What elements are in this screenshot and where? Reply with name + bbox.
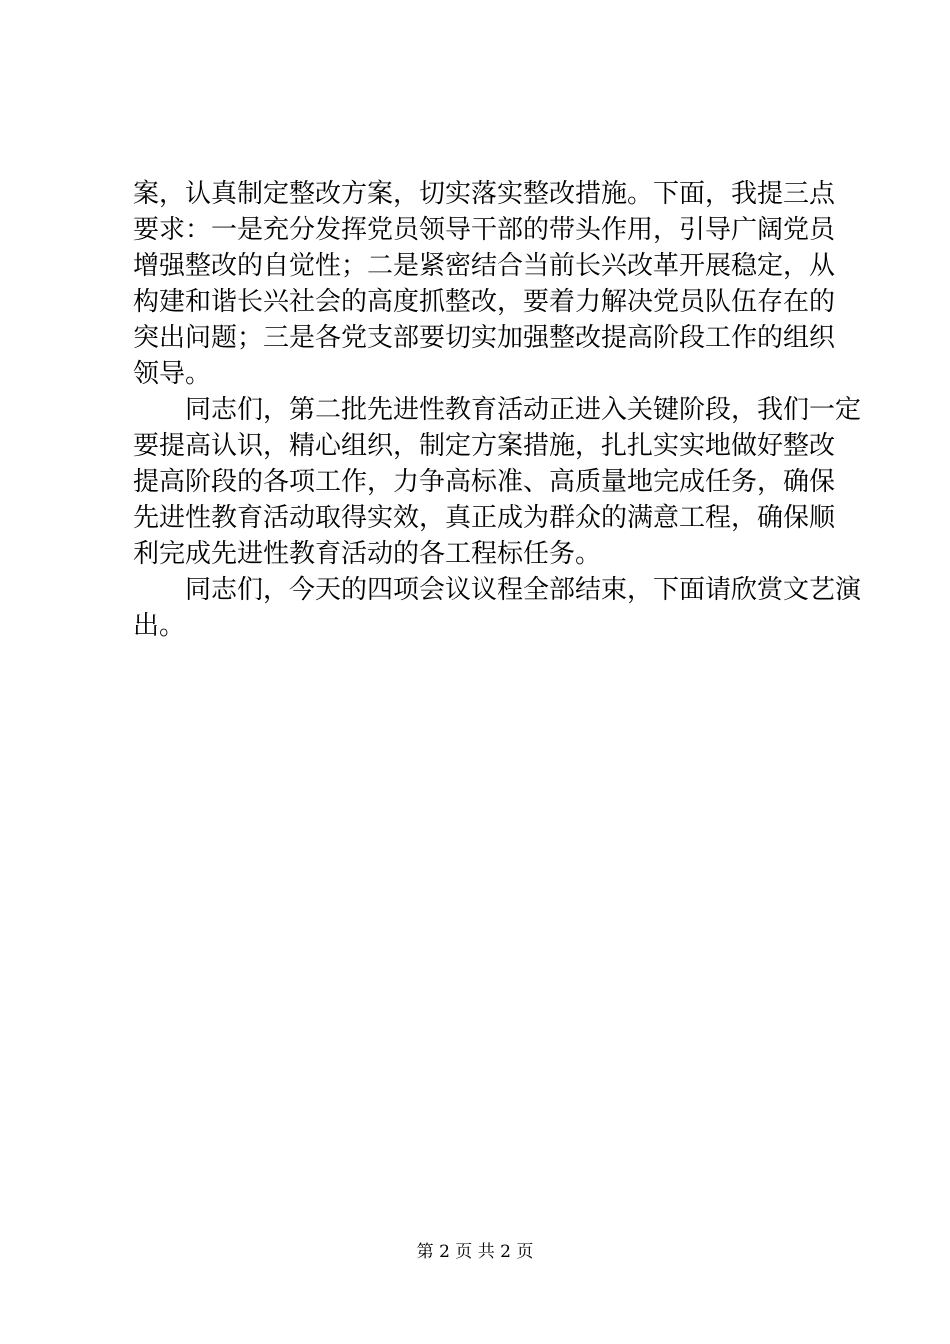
page-number-footer: 第 2 页 共 2 页	[416, 1242, 534, 1262]
text-line: 利完成先进性教育活动的各工程标任务。	[133, 539, 602, 569]
text-line: 突出问题；三是各党支部要切实加强整改提高阶段工作的组织	[133, 323, 836, 353]
text-line: 领导。	[133, 359, 212, 389]
text-line: 提高阶段的各项工作，力争高标准、高质量地完成任务，确保	[133, 467, 836, 497]
text-line: 先进性教育活动取得实效，真正成为群众的满意工程，确保顺	[133, 503, 836, 533]
text-line: 要提高认识，精心组织，制定方案措施，扎扎实实地做好整改	[133, 431, 836, 461]
text-line: 案，认真制定整改方案，切实落实整改措施。下面，我提三点	[133, 179, 836, 209]
text-line: 同志们，今天的四项会议议程全部结束，下面请欣赏文艺演	[133, 575, 862, 605]
text-line: 要求：一是充分发挥党员领导干部的带头作用，引导广阔党员	[133, 215, 836, 245]
document-body	[133, 176, 862, 644]
text-line: 同志们，第二批先进性教育活动正进入关键阶段，我们一定	[133, 395, 862, 425]
text-line: 构建和谐长兴社会的高度抓整改，要着力解决党员队伍存在的	[133, 287, 836, 317]
text-line: 增强整改的自觉性；二是紧密结合当前长兴改革开展稳定，从	[133, 251, 836, 281]
text-line: 出。	[133, 611, 186, 641]
